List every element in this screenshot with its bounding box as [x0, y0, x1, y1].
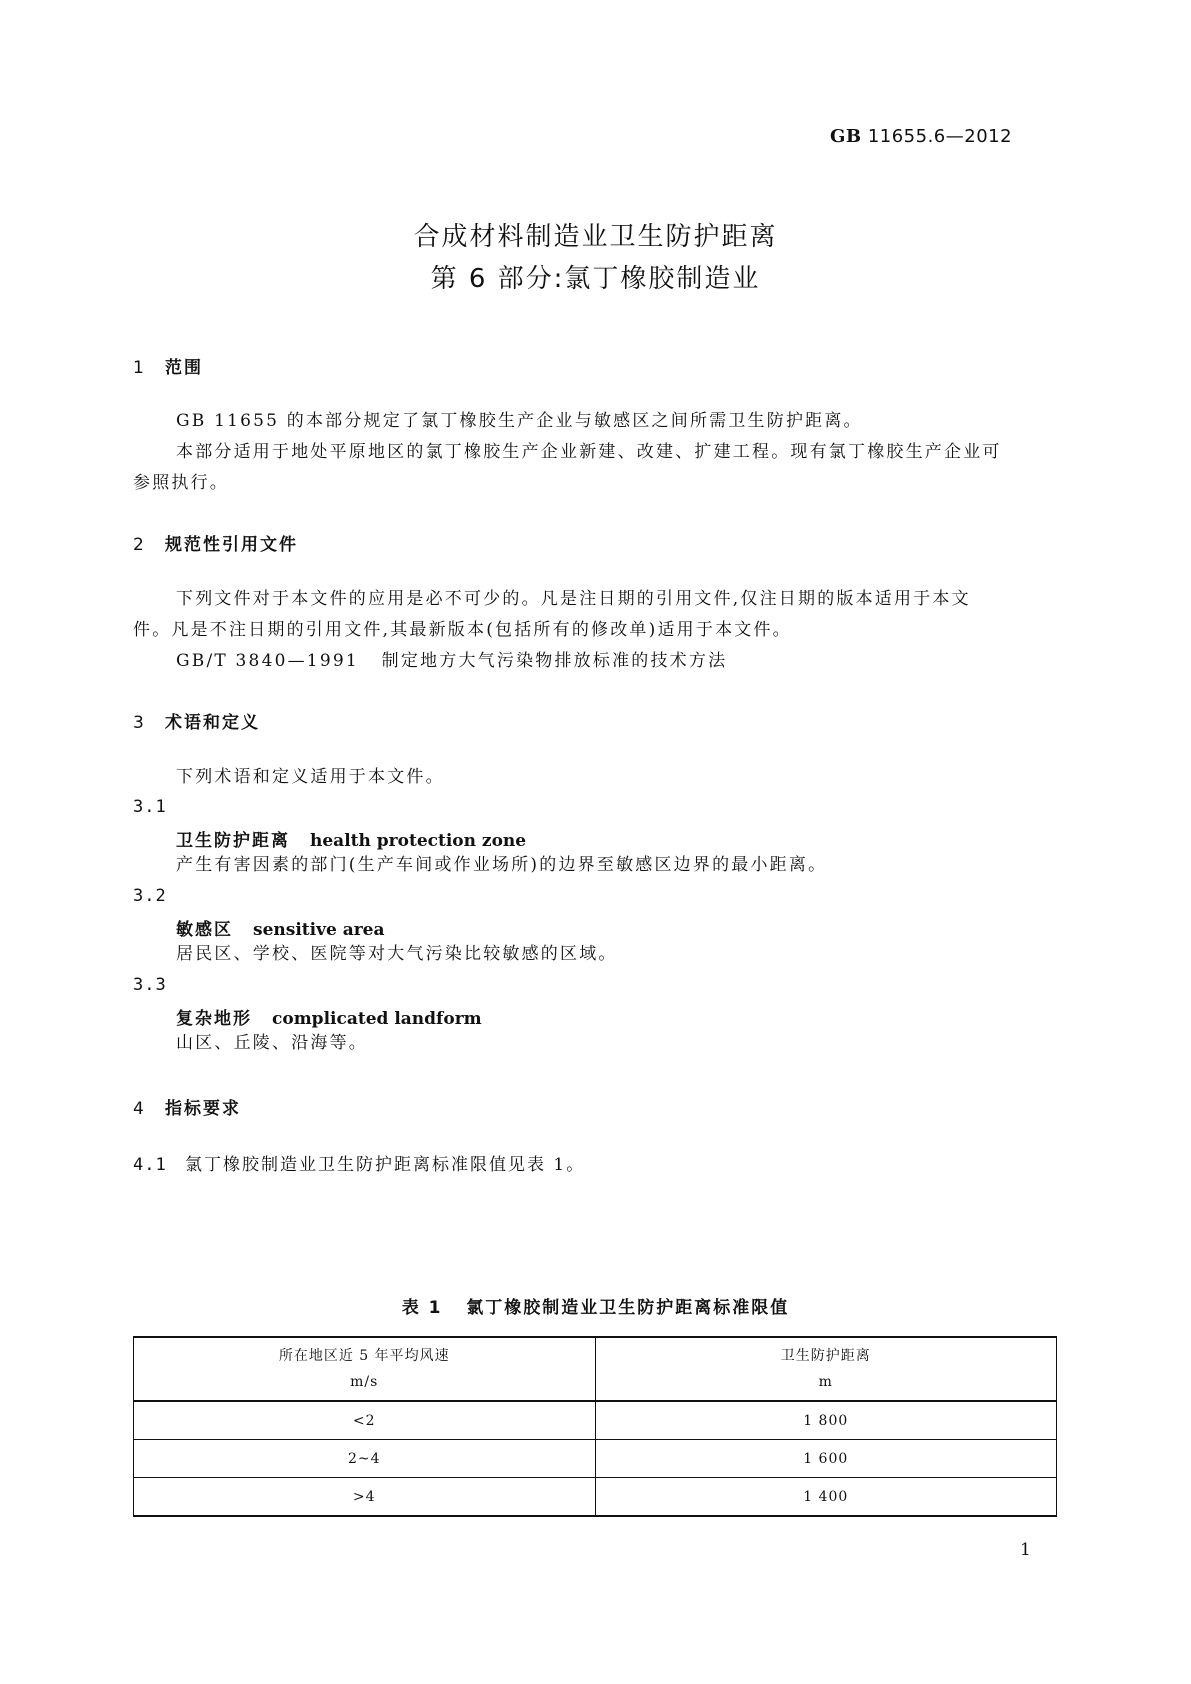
standard-code	[830, 126, 1012, 147]
cell-wind-speed: <2	[134, 1401, 596, 1440]
table-header-row	[134, 1337, 1057, 1401]
paragraph: 下列文件对于本文件的应用是必不可少的。凡是注日期的引用文件,仅注日期的版本适用于本文	[176, 589, 971, 609]
table-row	[134, 1401, 1057, 1440]
term-english: sensitive area	[253, 920, 385, 940]
term-english: complicated landform	[272, 1009, 482, 1029]
term-chinese: 复杂地形	[176, 1009, 252, 1029]
paragraph: 本部分适用于地处平原地区的氯丁橡胶生产企业新建、改建、扩建工程。现有氯丁橡胶生产企业可	[176, 442, 1002, 462]
col-distance-unit: m	[818, 1374, 833, 1390]
col-wind-speed-header	[134, 1337, 596, 1401]
page-number: 1	[1020, 1540, 1031, 1560]
term-definition: 居民区、学校、医院等对大气污染比较敏感的区域。	[176, 944, 618, 964]
section-title: 指标要求	[165, 1099, 241, 1119]
paragraph-continuation: 件。凡是不注日期的引用文件,其最新版本(包括所有的修改单)适用于本文件。	[133, 620, 792, 640]
term-chinese: 敏感区	[176, 920, 233, 940]
paragraph: 下列术语和定义适用于本文件。	[176, 767, 445, 787]
section-heading-3	[133, 708, 260, 733]
paragraph-continuation: 参照执行。	[133, 473, 229, 493]
document-title: 合成材料制造业卫生防护距离	[413, 222, 778, 252]
section-heading-4	[133, 1094, 241, 1119]
col-wind-speed-unit: m/s	[350, 1374, 379, 1390]
term-number: 3.1	[133, 797, 167, 817]
table-row	[134, 1440, 1057, 1478]
clause-4-1	[133, 1150, 585, 1175]
section-title: 术语和定义	[165, 713, 260, 733]
paragraph: GB 11655 的本部分规定了氯丁橡胶生产企业与敏感区之间所需卫生防护距离。	[176, 411, 863, 431]
col-distance-header	[595, 1337, 1057, 1401]
cell-wind-speed: 2~4	[134, 1440, 596, 1478]
term-entry	[176, 915, 385, 940]
cell-distance: 1 800	[595, 1401, 1057, 1440]
limits-table	[133, 1336, 1057, 1517]
term-number: 3.2	[133, 886, 167, 906]
section-number: 4	[133, 1099, 146, 1119]
clause-text: 氯丁橡胶制造业卫生防护距离标准限值见表 1。	[185, 1155, 586, 1175]
cell-wind-speed: >4	[134, 1478, 596, 1517]
section-title: 范围	[165, 358, 203, 378]
col-distance-title: 卫生防护距离	[780, 1348, 871, 1364]
normative-reference: GB/T 3840—1991 制定地方大气污染物排放标准的技术方法	[176, 651, 728, 671]
table-row	[134, 1478, 1057, 1517]
section-number: 2	[133, 535, 146, 555]
standard-prefix: GB	[830, 126, 862, 147]
section-heading-1	[133, 353, 203, 378]
table-caption: 表 1 氯丁橡胶制造业卫生防护距离标准限值	[401, 1298, 790, 1318]
term-english: health protection zone	[310, 831, 527, 851]
section-heading-2	[133, 530, 298, 555]
standard-number: 11655.6—2012	[867, 126, 1013, 147]
clause-number: 4.1	[133, 1155, 167, 1175]
term-entry	[176, 826, 526, 851]
section-number: 3	[133, 713, 146, 733]
term-entry	[176, 1004, 482, 1029]
cell-distance: 1 600	[595, 1440, 1057, 1478]
term-number: 3.3	[133, 975, 167, 995]
term-definition: 产生有害因素的部门(生产车间或作业场所)的边界至敏感区边界的最小距离。	[176, 855, 828, 875]
section-title: 规范性引用文件	[165, 535, 298, 555]
term-chinese: 卫生防护距离	[176, 831, 290, 851]
col-wind-speed-title: 所在地区近 5 年平均风速	[278, 1348, 450, 1364]
document-subtitle: 第 6 部分:氯丁橡胶制造业	[430, 264, 761, 294]
term-definition: 山区、丘陵、沿海等。	[176, 1033, 368, 1053]
section-number: 1	[133, 358, 146, 378]
cell-distance: 1 400	[595, 1478, 1057, 1517]
